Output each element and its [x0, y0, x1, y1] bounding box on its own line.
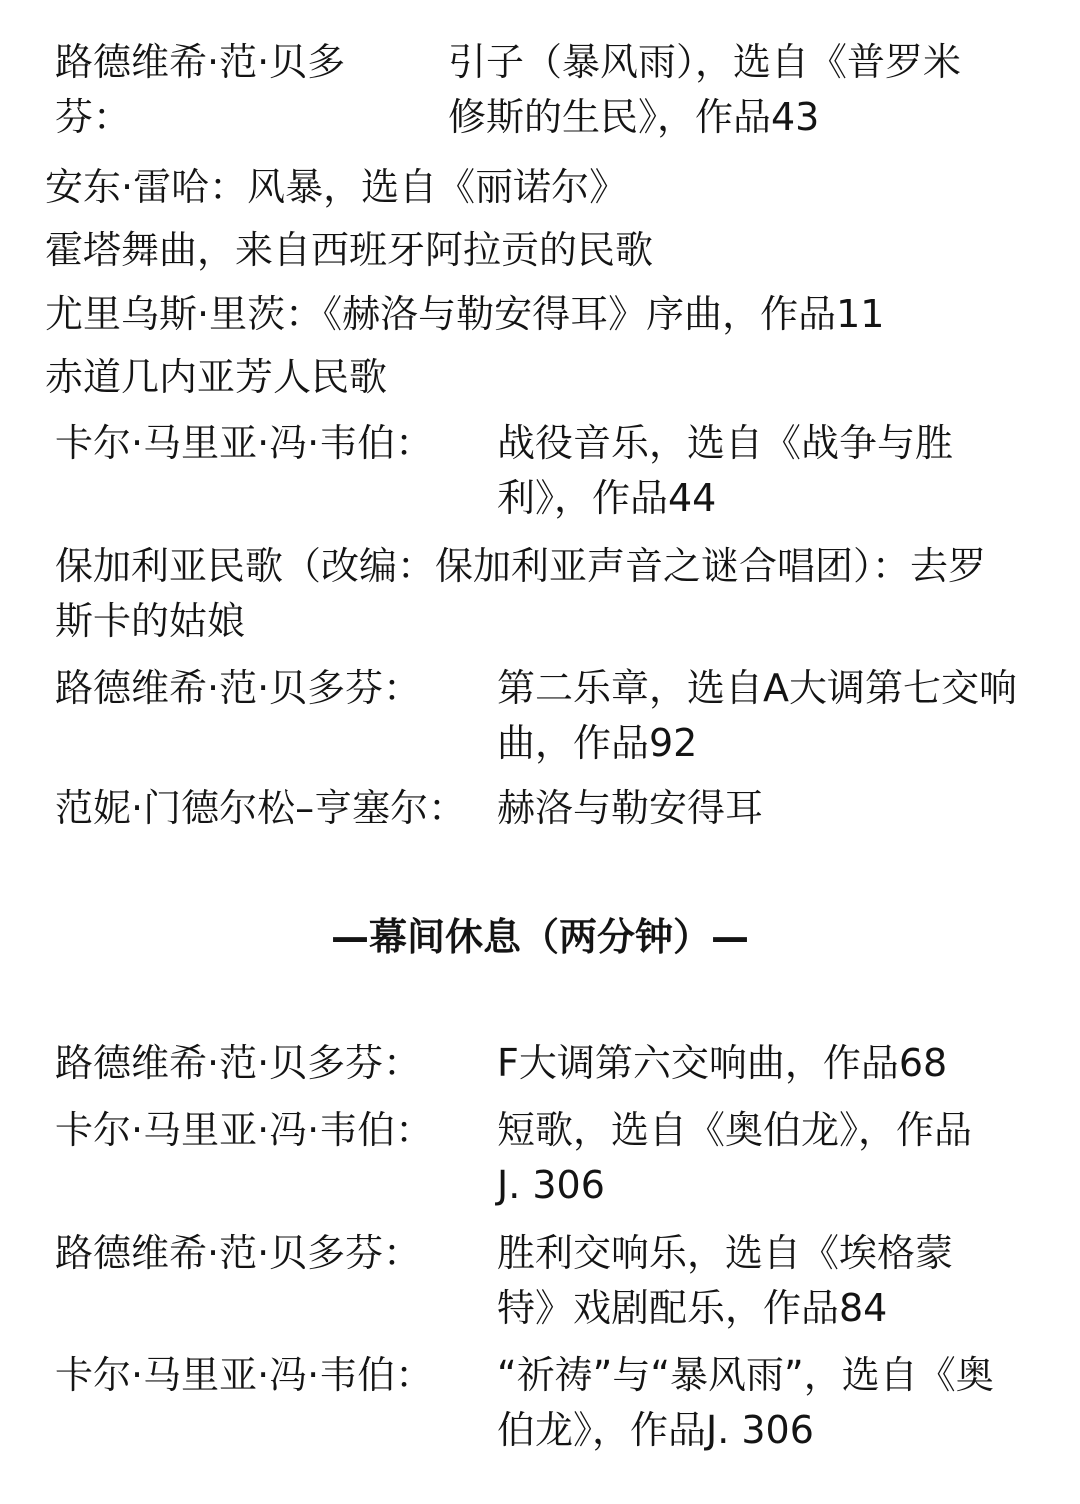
work-title — [497, 1226, 953, 1336]
work-title — [497, 1036, 947, 1091]
work-line: 胜利交响乐，选自《埃格蒙 — [497, 1231, 954, 1275]
work-title — [497, 1348, 994, 1458]
program-text-line: 斯卡的姑娘 — [55, 599, 246, 643]
work-title — [448, 35, 961, 145]
composer-line: 范妮·门德尔松–亨塞尔： — [55, 786, 467, 830]
work-title — [497, 781, 763, 836]
work-line: 短歌，选自《奥伯龙》，作品 — [497, 1108, 973, 1152]
work-line: 伯龙》，作品J. 306 — [497, 1408, 814, 1452]
work-line: 修斯的生民》，作品43 — [448, 95, 820, 139]
work-line: 战役音乐，选自《战争与胜 — [497, 421, 954, 465]
program-line — [45, 223, 653, 278]
composer-name — [55, 416, 433, 471]
program-text-line: 安东·雷哈：风暴，选自《丽诺尔》 — [45, 165, 628, 209]
composer-line: 路德维希·范·贝多芬： — [55, 1231, 422, 1275]
program-line — [45, 350, 387, 405]
work-line: F大调第六交响曲，作品68 — [497, 1041, 948, 1085]
composer-line: 路德维希·范·贝多 — [55, 40, 346, 84]
composer-name — [55, 661, 421, 716]
work-line: 赫洛与勒安得耳 — [497, 786, 764, 830]
program-text-line: 霍塔舞曲，来自西班牙阿拉贡的民歌 — [45, 228, 654, 272]
work-line: 第二乐章，选自A大调第七交响 — [497, 666, 1017, 710]
composer-name — [55, 1348, 433, 1403]
program-line — [55, 539, 986, 649]
intermission-heading: —幕间休息（两分钟）— — [330, 915, 749, 959]
composer-name — [55, 1036, 421, 1091]
work-title — [497, 661, 1017, 771]
composer-line: 卡尔·马里亚·冯·韦伯： — [55, 1353, 434, 1397]
composer-name — [55, 1226, 421, 1281]
program-line — [45, 287, 884, 342]
work-line: “祈祷”与“暴风雨”，选自《奥 — [497, 1353, 994, 1397]
work-title — [497, 416, 953, 526]
composer-line: 芬： — [55, 95, 132, 139]
composer-line: 卡尔·马里亚·冯·韦伯： — [55, 421, 434, 465]
work-title — [497, 1103, 972, 1213]
composer-name — [55, 35, 345, 145]
program-text-line: 尤里乌斯·里茨：《赫洛与勒安得耳》序曲，作品11 — [45, 292, 885, 336]
work-line: 引子（暴风雨），选自《普罗米 — [448, 40, 962, 84]
composer-name — [55, 1103, 433, 1158]
work-line: J. 306 — [497, 1163, 605, 1207]
composer-name — [55, 781, 466, 836]
work-line: 利》，作品44 — [497, 476, 717, 520]
composer-line: 路德维希·范·贝多芬： — [55, 1041, 422, 1085]
program-text-line: 赤道几内亚芳人民歌 — [45, 355, 388, 399]
composer-line: 卡尔·马里亚·冯·韦伯： — [55, 1108, 434, 1152]
work-line: 曲，作品92 — [497, 721, 698, 765]
composer-line: 路德维希·范·贝多芬： — [55, 666, 422, 710]
work-line: 特》戏剧配乐，作品84 — [497, 1286, 888, 1330]
program-line — [45, 160, 627, 215]
program-text-line: 保加利亚民歌（改编：保加利亚声音之谜合唱团）：去罗 — [55, 544, 987, 588]
